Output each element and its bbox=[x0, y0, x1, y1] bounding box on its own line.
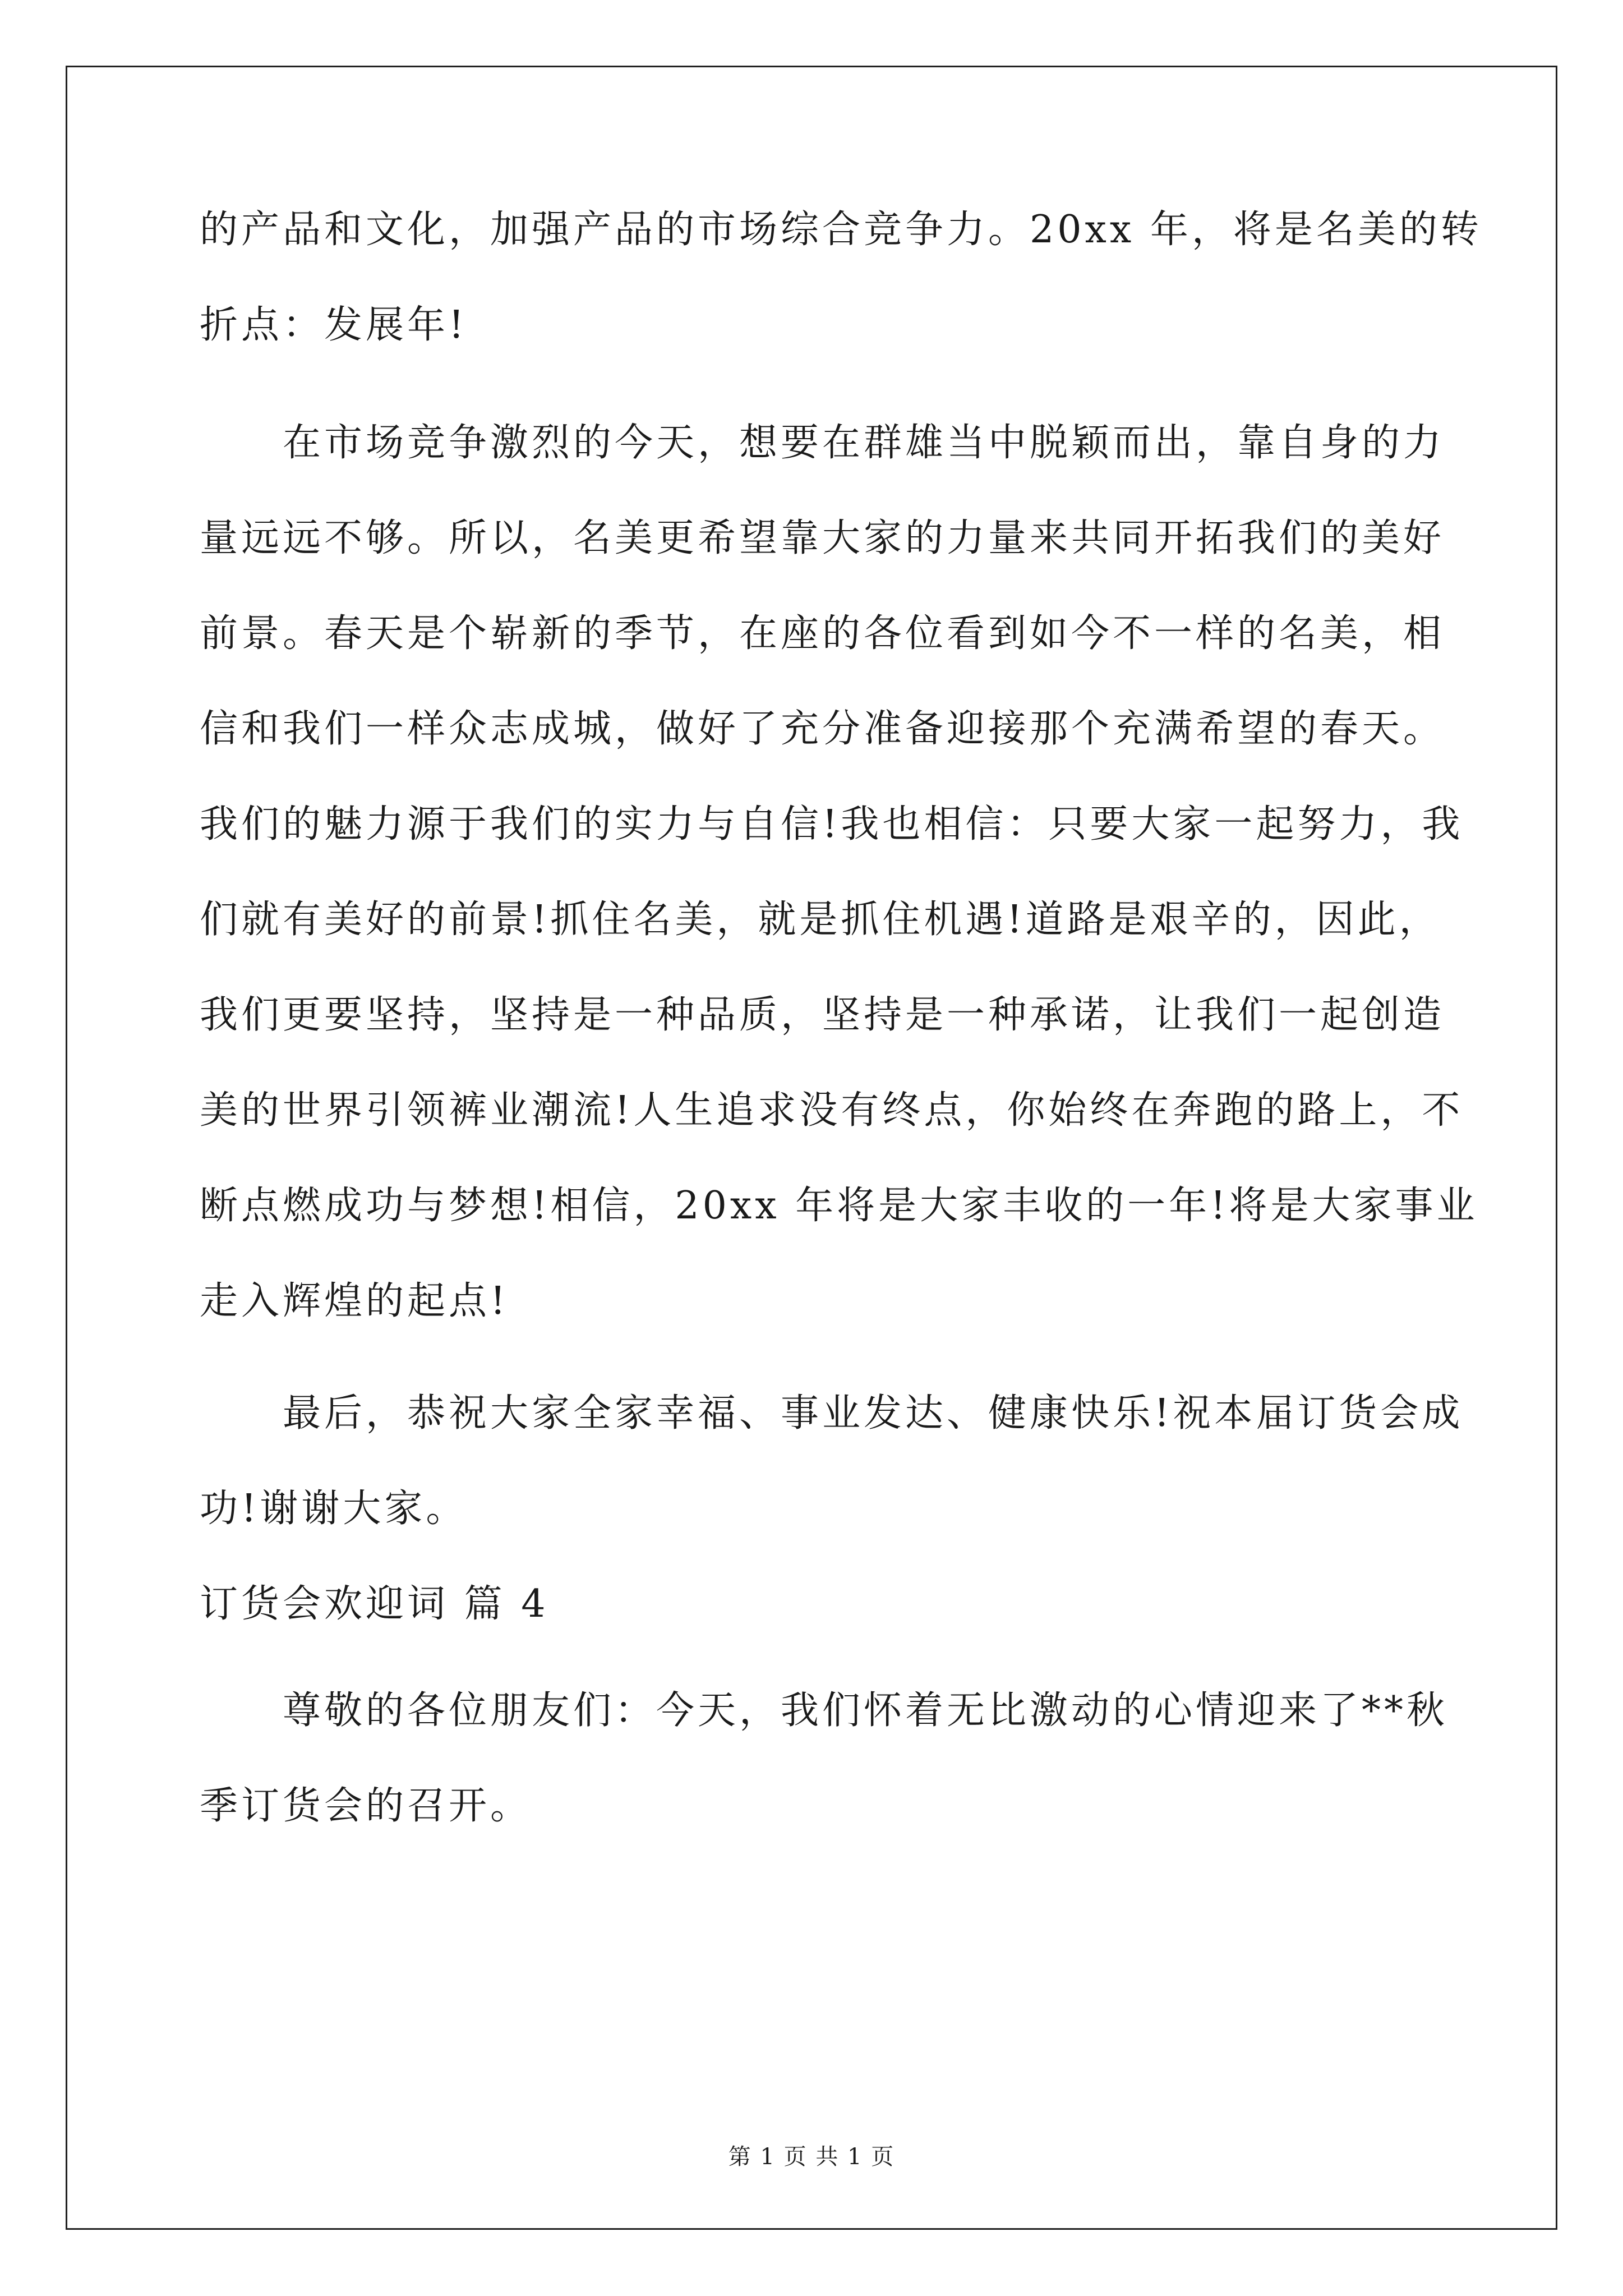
section-heading: 订货会欢迎词 篇 4 bbox=[200, 1582, 549, 1626]
text-line: 的产品和文化，加强产品的市场综合竞争力。20xx 年，将是名美的转 bbox=[200, 208, 1482, 252]
page-border bbox=[66, 66, 1557, 2230]
text-line: 们就有美好的前景!抓住名美，就是抓住机遇!道路是艰辛的，因此， bbox=[200, 898, 1441, 942]
page-footer: 第 1 页 共 1 页 bbox=[728, 2144, 895, 2170]
text-line: 功!谢谢大家。 bbox=[200, 1487, 468, 1531]
text-line: 断点燃成功与梦想!相信，20xx 年将是大家丰收的一年!将是大家事业 bbox=[200, 1184, 1478, 1228]
text-line: 走入辉煌的起点! bbox=[200, 1279, 509, 1323]
text-line: 量远远不够。所以，名美更希望靠大家的力量来共同开拓我们的美好 bbox=[200, 516, 1445, 560]
paragraph-start-line: 最后，恭祝大家全家幸福、事业发达、健康快乐!祝本届订货会成 bbox=[283, 1391, 1464, 1435]
text-line: 美的世界引领裤业潮流!人生追求没有终点，你始终在奔跑的路上，不 bbox=[200, 1088, 1464, 1133]
text-line: 我们的魅力源于我们的实力与自信!我也相信：只要大家一起努力，我 bbox=[200, 802, 1464, 846]
text-line: 我们更要坚持，坚持是一种品质，坚持是一种承诺，让我们一起创造 bbox=[200, 993, 1445, 1037]
text-line: 折点：发展年! bbox=[200, 303, 468, 347]
text-line: 季订货会的召开。 bbox=[200, 1784, 532, 1828]
text-line: 前景。春天是个崭新的季节，在座的各位看到如今不一样的名美，相 bbox=[200, 611, 1445, 656]
paragraph-start-line: 尊敬的各位朋友们：今天，我们怀着无比激动的心情迎来了**秋 bbox=[283, 1688, 1449, 1733]
text-line: 信和我们一样众志成城，做好了充分准备迎接那个充满希望的春天。 bbox=[200, 707, 1445, 751]
paragraph-start-line: 在市场竞争激烈的今天，想要在群雄当中脱颖而出，靠自身的力 bbox=[283, 421, 1445, 465]
